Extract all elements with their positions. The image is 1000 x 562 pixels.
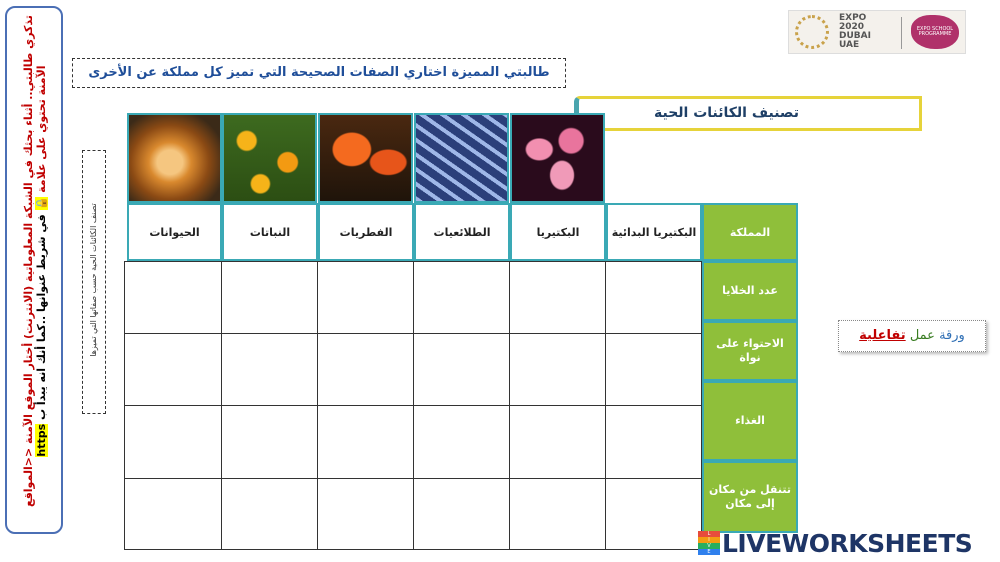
flowers-image bbox=[222, 113, 317, 203]
row-header-movement: تتنقل من مكان إلى مكان bbox=[702, 461, 798, 533]
header-protists: الطلائعيات bbox=[414, 203, 510, 261]
secure-lock-icon: 🔒 bbox=[35, 196, 48, 211]
answer-grid bbox=[124, 261, 702, 550]
row-header-cell-count: عدد الخلايا bbox=[702, 261, 798, 321]
note-https: https bbox=[35, 423, 48, 457]
expo-school-logo: EXPO SCHOOL PROGRAMME bbox=[911, 15, 959, 49]
bacteria-image bbox=[510, 113, 605, 203]
live-badge-icon: L I V E bbox=[698, 531, 720, 555]
note-part1: تذكري طالبتي.. أثناء بحثك في الشبكة المعلوماتية (الانترنت) أختار الموقع الآمنة <<المواقع الآمنة تحتوي على علامة bbox=[22, 15, 48, 507]
header-animals: الحيوانات bbox=[127, 203, 222, 261]
instruction-text: طالبتي المميزة اختاري الصفات الصحيحة التي تميز كل مملكة عن الأخرى bbox=[72, 58, 566, 88]
header-archaea: البكتيريا البدائية bbox=[606, 203, 702, 261]
protist-image bbox=[414, 113, 509, 203]
header-bacteria: البكتيريا bbox=[510, 203, 606, 261]
header-fungi: الفطريات bbox=[318, 203, 414, 261]
liveworksheets-logo bbox=[698, 528, 998, 558]
interactive-worksheet-label: ورقة عمل تفاعلية bbox=[838, 320, 986, 352]
expo-ring-icon bbox=[795, 15, 829, 49]
row-header-nucleus: الاحتواء على نواة bbox=[702, 321, 798, 381]
header-plants: النباتات bbox=[222, 203, 318, 261]
mushroom-image bbox=[318, 113, 413, 203]
note-part2: في شريط عنوانها ..كما أنك انه يبدأ ب bbox=[35, 214, 48, 420]
grid-line bbox=[125, 478, 701, 479]
grid-line bbox=[125, 333, 701, 334]
page-title: تصنيف الكائنات الحية bbox=[574, 96, 922, 131]
row-header-food: الغذاء bbox=[702, 381, 798, 461]
header-kingdom: المملكة bbox=[702, 203, 798, 261]
grid-line bbox=[125, 405, 701, 406]
hint-text: تصنف الكائنات الحية حسب صفاتها التي تميزها bbox=[89, 203, 98, 357]
expo-logo bbox=[788, 10, 966, 54]
liveworksheets-wordmark: LIVEWORKSHEETS bbox=[722, 528, 973, 558]
expo-logo-text: EXPO 2020 DUBAI UAE bbox=[839, 13, 871, 50]
tiger-image bbox=[127, 113, 222, 203]
reminder-note-text bbox=[22, 1, 48, 521]
logo-divider bbox=[901, 17, 902, 49]
